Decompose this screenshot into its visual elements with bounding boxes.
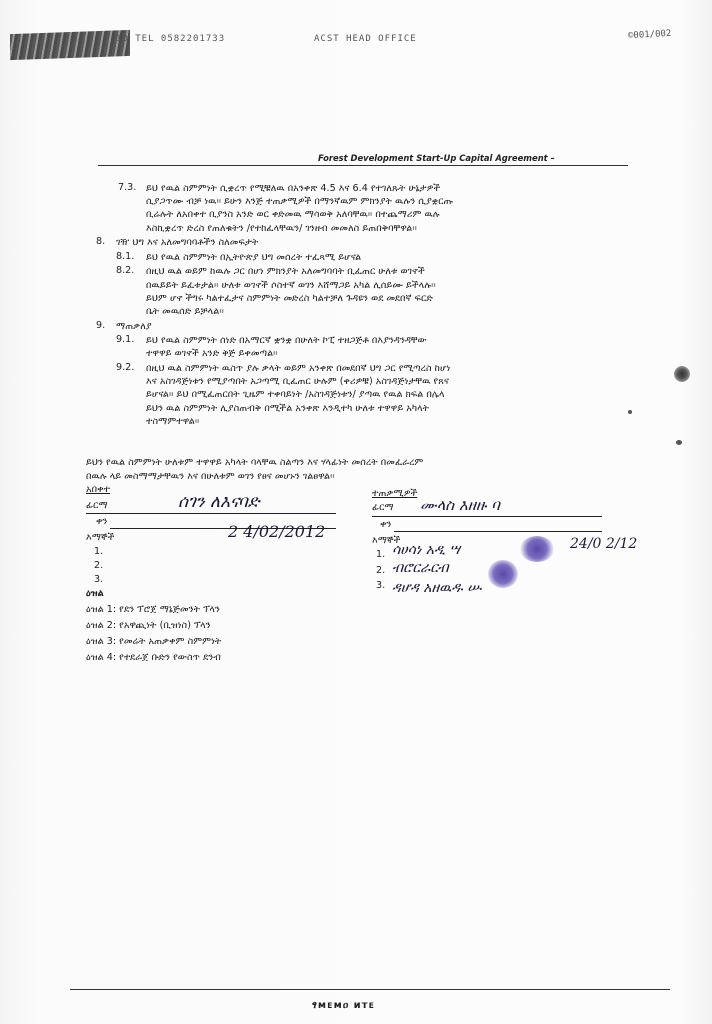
ink-stamp [520,536,554,562]
clause-number: 9.1. [116,334,135,346]
clause-line: ይህ የዉል ስምምነት ሰነድ በአማርኛ ቋንቋ በሁለት ኮፒ ተዘጋጅቶ በእያንዳንዳቸው [146,335,427,347]
right-sign-line [372,516,602,517]
right-sign-label: ፊርማ [372,502,394,513]
left-sign-line [86,513,336,514]
clause-number: 8. [96,236,106,248]
right-signature: ሙላስ እዘዙ ባ [420,496,500,514]
clause-line: ተዋዋይ ወገኖች አንድ ቅጅ ይቀመጣል፡፡ [146,348,278,360]
clause-number: 9. [96,319,106,331]
fax-office: ACST HEAD OFFICE [314,34,417,44]
annex-item: ዕዝል 4: የተደራጀ ቡድን የውስጥ ደንብ [86,652,221,663]
right-witness-1-num: 1. [376,549,386,560]
closing-line: በዉሉ ላይ መስማማታቸዉን እና በሁለቱም ወገን የፀና መሆኑን ገልፀዋል፡፡ [86,471,335,482]
speck [628,410,632,414]
left-witness-2: 2. [94,560,104,571]
fax-page-number: ©001/002 [627,28,672,42]
left-signature: ሰገን ለእናባድ [178,492,260,512]
clause-number: 9.2. [116,362,135,373]
right-date-label: ቀን [380,519,392,530]
clause-line: ይህ የዉል ስምምነት በኢትዮጵያ ህግ መሰረት ተፈጻሚ ይሆናል [146,251,362,263]
right-party-heading: ተጠቃሚዎች [372,488,418,499]
clause-line: ይህም ሆኖ ችግሩ ካልተፈታና ስምምነት መድረስ ካልተቻለ ጉዳዩን ወደ መደበኛ ፍርድ [146,292,433,304]
clause-line: ይህ የዉል ስምምነት ሲቋረጥ የሚቹለዉ በአንቀጽ 4.5 እና 6.4 የተገለጹት ሁኔታዎች [146,183,441,194]
clause-line: ይህን ዉል ስምምነት ሊያስጠብቅ በሚችል አንቀጽ እንዲተካ ሁለቱ ተዋዋይ አካላት [146,402,430,414]
clause-line: ሲያጋጥሙ ብቻ ነዉ፡፡ ይሁን እንጅ ተጠቃሚዎች በማንኛዉም ምክንያት ዉሉን ሲያቋርጡ [146,196,454,208]
right-date: 24/0 2/12 [570,536,638,552]
clause-line: ገዥ ህግ እና አለመግባባቶችን ስለመፍታት [116,237,259,249]
annex-item: ዕዝል 2: የአዋጪነት (ቢዝነስ) ፕላን [86,620,211,631]
fax-smudge [10,30,130,60]
closing-line: ይህን የዉል ስምምነት ሁለቱም ተዋዋይ አካላት ባላቸዉ ስልጣን እና ሃላፊነት መሰረት በመፈራረም [86,457,424,468]
document-header-title: Forest Development Start-Up Capital Agreement – [318,153,555,163]
header-rule [98,165,628,166]
right-witness-2-num: 2. [376,565,386,576]
clause-number: 8.1. [116,250,135,262]
fax-tel: 10 TEL 0582201733 [116,34,226,44]
left-witness-heading: እማኞች [86,532,115,543]
clause-line: ቤት መዉሰድ ይቻላል፡፡ [146,306,224,317]
clause-line: ይሆናል፡፡ ይህ በሚፈጠርበት ጊዜም ተቀባይነት /አስገዳጅነቱን/ ያጣዉ የዉል ክፍል በሌላ [146,389,445,401]
clause-line: እና አስገዳጅነቱን የሚያጣበት አጋጣሚ ቢፈጠር ሁሉም (ቀሪዎቹ) አስገዳጅነታቸዉ የጸና [146,376,449,388]
right-witness-2-signature: ብሮርራርብ [392,560,449,576]
clause-line: በዚህ ዉል ወይም ከዉሉ ጋር በሆነ ምክንያት አለመግባባት ቢፈጠር ሁለቱ ወገኖች [146,266,425,278]
annex-item: ዕዝል 3: የመሬት አጠቃቀም ስምምነት [86,636,222,647]
left-witness-1: 1. [94,546,104,557]
annex-heading: ዕዝል [86,588,104,599]
right-witness-3-signature: ዳሆዳ አዘዉዱ ሡ [392,580,482,596]
right-date-line [394,531,602,532]
footer-mark: ፃᴍᴇᴍዐ ᴎᴛᴇ [312,1000,376,1011]
left-date: 2 4/02/2012 [228,522,326,541]
left-witness-3: 3. [94,574,104,585]
left-sign-label: ፊርማ [86,500,108,511]
right-witness-3-num: 3. [376,580,386,591]
right-witness-1-signature: ሳሀሳነ አዲ ሣ [392,542,461,558]
speck [676,440,682,445]
clause-line: ቢሬሉት ለአበቀተ ቢያንስ አንድ ወር ቀድመዉ ማሳወቅ አለባቸዉ፡፡ በተጨማሪም ዉሉ [146,209,440,221]
clause-line: በዉይይት ይፈቱታል፡፡ ሁለቱ ወገኖች ሶስተኛ ወገን እሸማጋይ አካል ሊሰይሙ ይችላሉ፡፡ [146,279,436,291]
footer-rule [70,989,670,990]
clause-line: ማጠቃለያ [116,320,152,332]
annex-item: ዕዝል 1: የደን ፕሮጀ ማኔጅመንት ፕላን [86,604,220,615]
clause-line: ተስማምተዋል፡፡ [146,415,200,427]
right-witness-heading: እማኞች [372,535,401,546]
clause-line: እስኪቋረጥ ድረስ የጠለቁትን /የተከፈላቸዉን/ ገንዘብ መመለስ ይጠበቅባቸዋል፡፡ [146,222,417,234]
punch-hole [674,366,690,382]
left-party-heading: አበቀተ [86,484,111,495]
clause-line: በዚህ ዉል ስምምነት ዉስጥ ያሉ ቃላት ወይም አንቀጽ በመደበኛ ህግ ጋር የሚጣረስ ከሆነ [146,363,451,374]
clause-number: 7.3. [118,182,137,193]
left-date-label: ቀን [96,516,108,527]
ink-stamp [488,560,518,588]
clause-number: 8.2. [116,265,135,277]
